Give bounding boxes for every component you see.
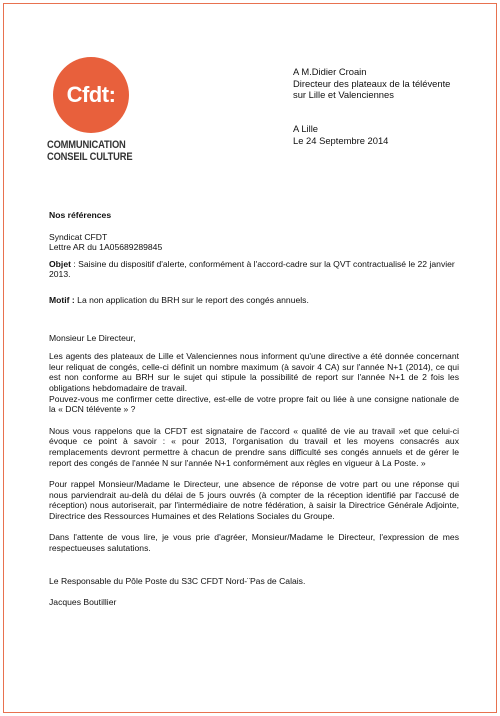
- cfdt-logo: [47, 57, 137, 163]
- letter-body: [49, 210, 459, 608]
- letter-page: [3, 3, 497, 713]
- paragraph-3: Pour rappel Monsieur/Madame le Directeur, une absence de réponse de votre part ou une réponse qui nous parviendrait au-delà du délai de 5 jours ouvrés (à compter de la réception identifié par l'accusé de réception) nous autoriserait, par l'intermédiaire de notre fédération, à saisir la Directrice Générale Adjointe, Directrice des Ressources Humaines et des Relations Sociales du Groupe.: [49, 479, 459, 521]
- motif: [49, 295, 459, 306]
- recipient-line2: Directeur des plateaux de la télévente: [293, 77, 451, 89]
- signature-role: Le Responsable du Pôle Poste du S3C CFDT Nord-¨Pas de Calais.: [49, 575, 306, 586]
- signature-name: Jacques Boutillier: [49, 597, 117, 608]
- objet-text: : Saisine du dispositif d'alerte, conformément à l'accord-cadre sur la QVT contractualisé le 22 janvier 2013.: [49, 258, 455, 280]
- place-date: [293, 123, 388, 146]
- logo-line2: CONSEIL CULTURE: [47, 151, 133, 163]
- logo-line1: COMMUNICATION: [47, 139, 126, 151]
- logo-subtitle: [47, 139, 133, 163]
- recipient-address: [293, 66, 450, 101]
- paragraph-2: Nous vous rappelons que la CFDT est signataire de l'accord « qualité de vie au travail »et que celui-ci évoque ce point à savoir : « pour 2013, l'organisation du travail et les moyens consacrés aux remplacements devront permettre à chacun de prendre sans difficulté ses congés annuels et de gérer le report des congés de l'année N sur l'année N+1 conformément aux règles en vigueur à La Poste. »: [49, 425, 459, 468]
- objet-label: Objet: [49, 258, 71, 269]
- refs-sender: Syndicat CFDT: [49, 231, 108, 242]
- date: Le 24 Septembre 2014: [293, 134, 389, 146]
- paragraph-1: Les agents des plateaux de Lille et Valenciennes nous informent qu'une directive a été donnée concernant leur reliquat de congés, celle-ci définit un nombre maximum (à savoir 4 CA) sur l'année N+1 (2014), ce qui est non conforme au BRH sur le sujet qui stipule la possibilité de report sur l'année N+1 de 2 fois les obligations hebdomadaire de travail.: [49, 351, 459, 393]
- motif-label: Motif :: [49, 294, 75, 305]
- logo-circle: [53, 57, 129, 133]
- paragraph-1b: Pouvez-vous me confirmer cette directive, est-elle de votre propre fait ou liée à une consigne nationale de la « DCN télévente » ?: [49, 393, 459, 415]
- recipient-name: A M.Didier Croain: [293, 66, 367, 77]
- recipient-line3: sur Lille et Valenciennes: [293, 89, 394, 100]
- logo-brand: Cfdt:: [66, 82, 116, 107]
- refs-letter: Lettre AR du 1A05689289845: [49, 242, 163, 253]
- place: A Lille: [293, 123, 319, 134]
- motif-text: La non application du BRH sur le report des congés annuels.: [74, 294, 309, 305]
- salutation: Monsieur Le Directeur,: [49, 332, 136, 343]
- refs-title: Nos références: [49, 210, 112, 220]
- objet: [49, 259, 459, 280]
- paragraph-4: Dans l'attente de vous lire, je vous prie d'agréer, Monsieur/Madame le Directeur, l'expression de mes respectueuses salutations.: [49, 532, 459, 554]
